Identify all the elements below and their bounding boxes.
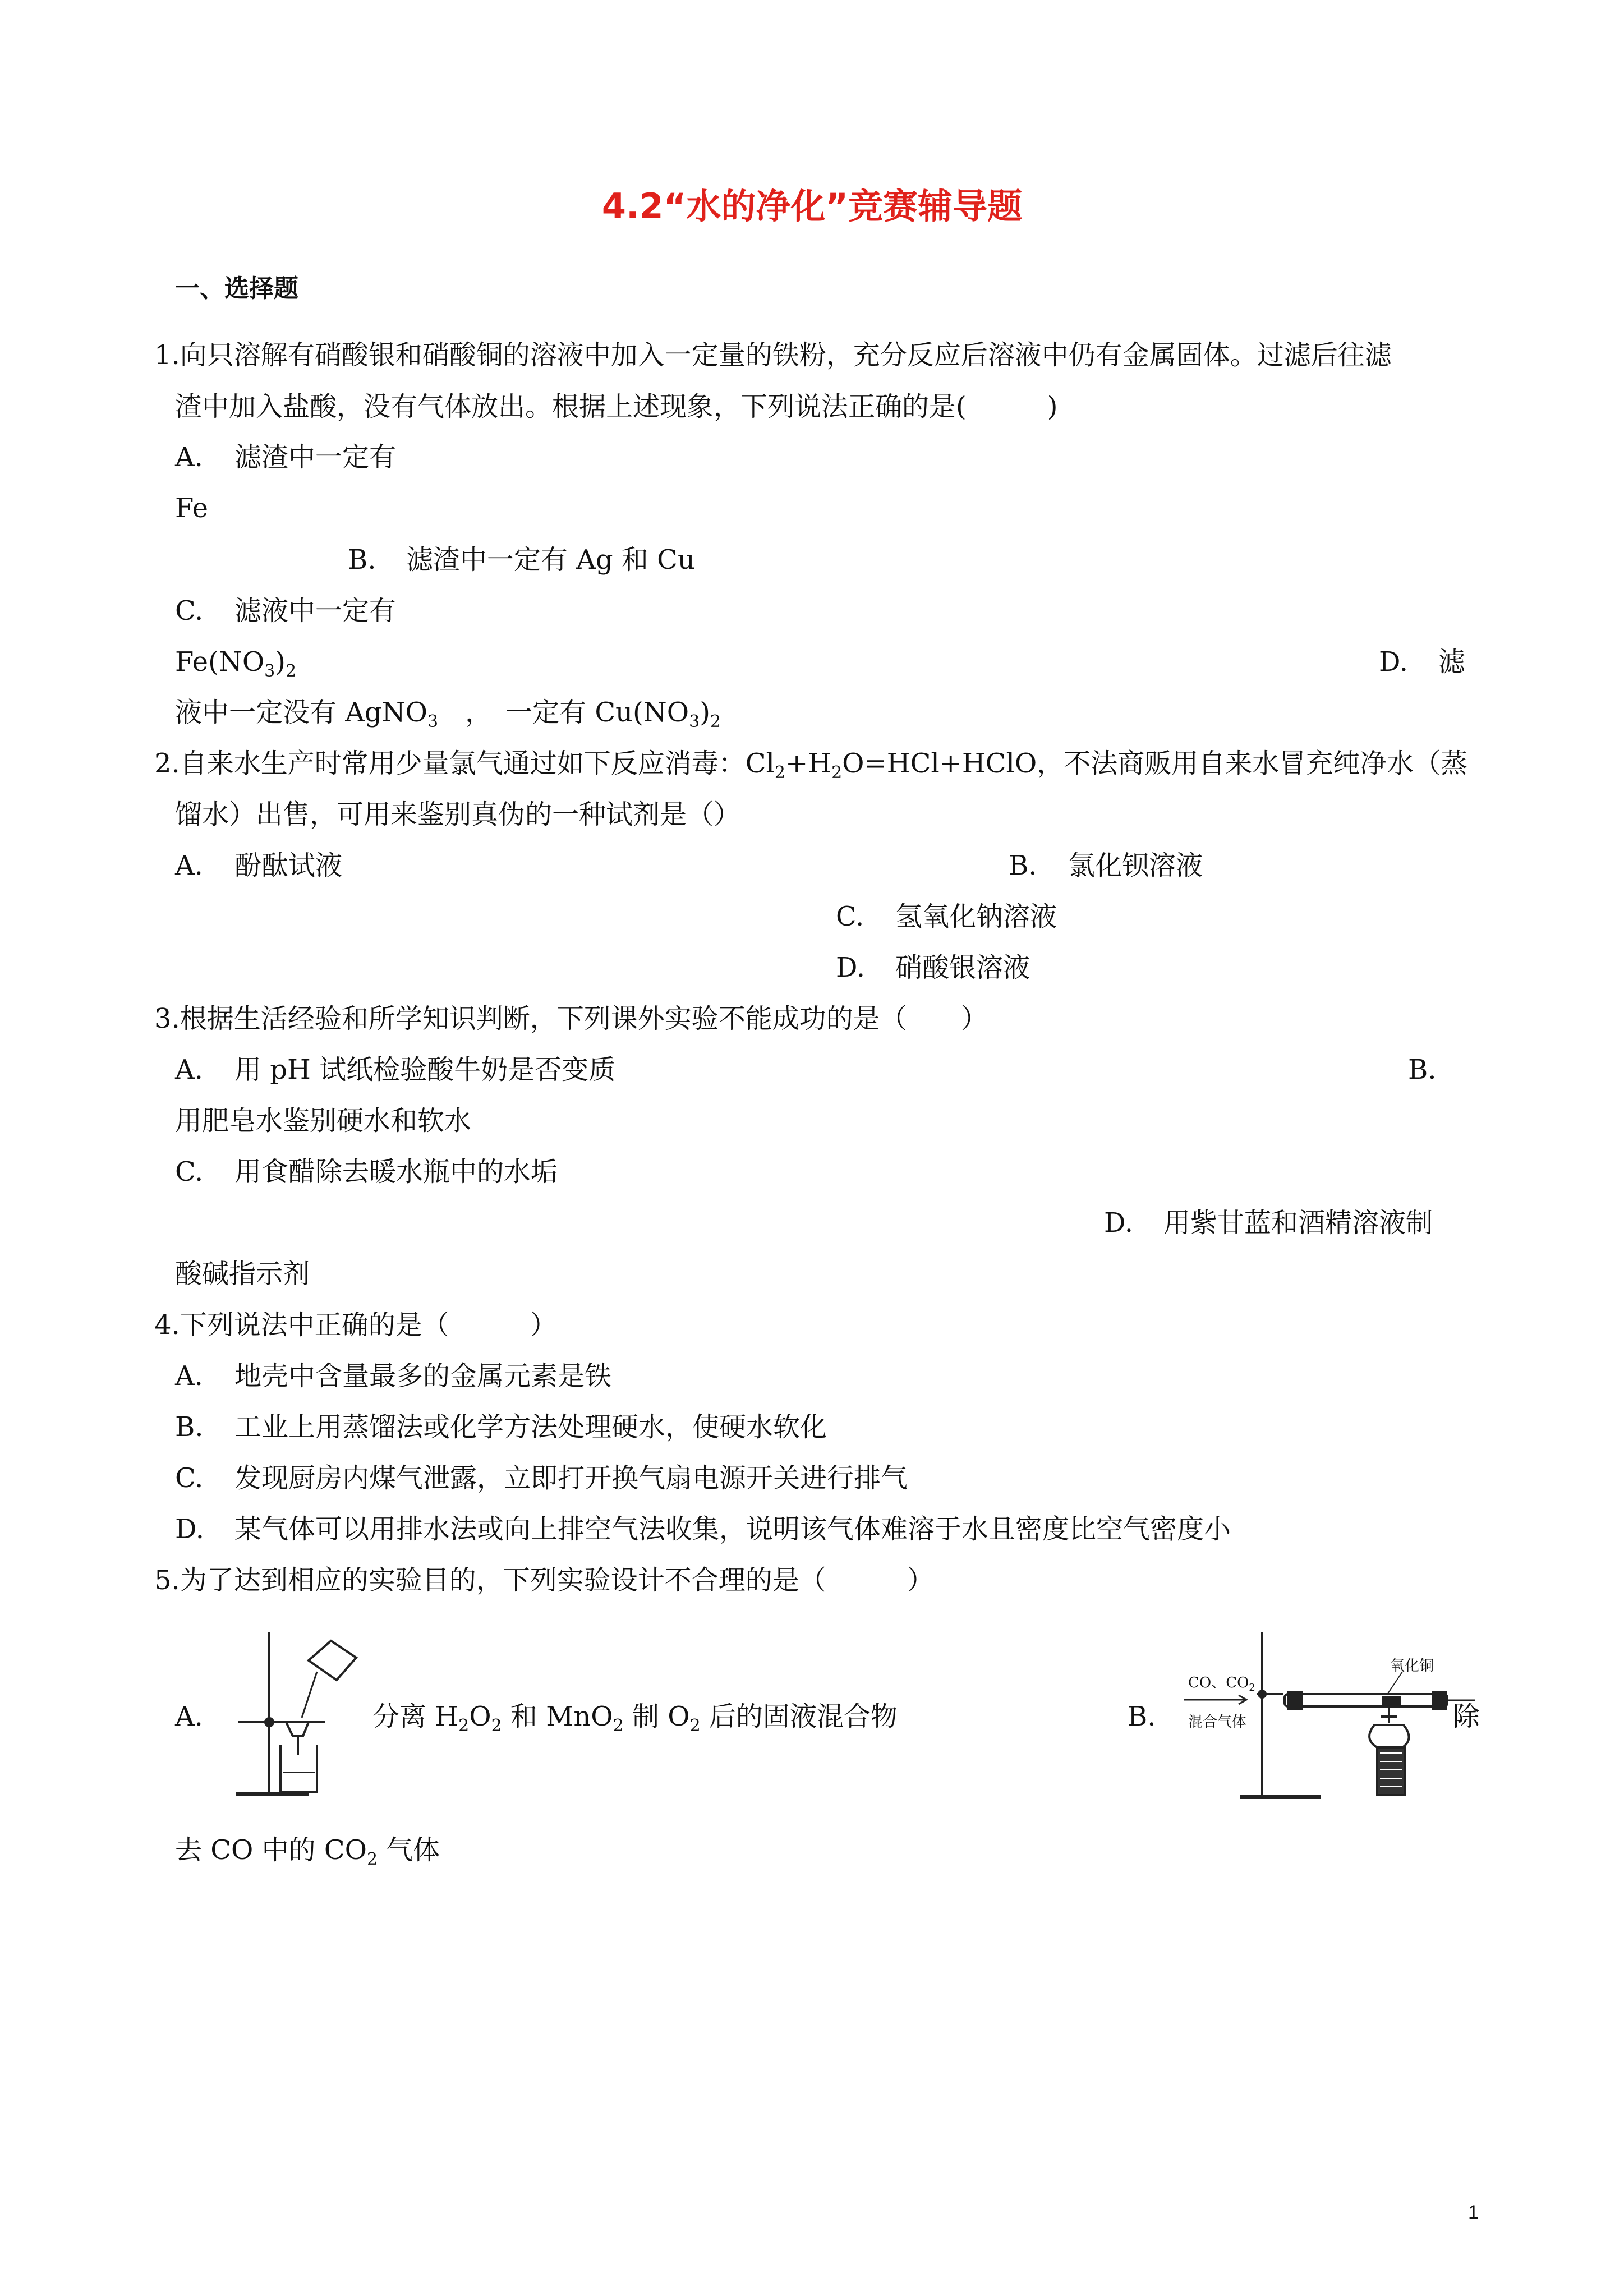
q3-option-d-text-cont: 酸碱指示剂 (175, 1258, 310, 1290)
q5-option-b-text-cont: 去 CO 中的 $CO_2$ 气体 (175, 1834, 440, 1869)
q1-option-b-label: B. (348, 544, 376, 576)
q1-stem-line1: 1.向只溶解有硝酸银和硝酸铜的溶液中加入一定量的铁粉，充分反应后溶液中仍有金属固体。过滤后往滤 (154, 339, 1392, 371)
q4-option-c-label: C. (175, 1462, 204, 1494)
q4-option-b-label: B. (175, 1411, 204, 1443)
q5-option-a-label: A. (175, 1701, 203, 1732)
fig-b-gas-label-2: 混合气体 (1188, 1714, 1247, 1731)
page-number: 1 (1468, 2202, 1479, 2223)
q5-option-a-text: 分离 $H_2O_2$ 和 MnO$_2$ 制 $O_2$ 后的固液混合物 (372, 1701, 898, 1736)
q4-option-d-text: 某气体可以用排水法或向上排空气法收集，说明该气体难溶于水且密度比空气密度小 (234, 1513, 1231, 1545)
q1-option-c-formula: $Fe(NO_3)_2$ (175, 646, 297, 681)
q3-stem: 3.根据生活经验和所学知识判断，下列课外实验不能成功的是（ ） (154, 1003, 988, 1034)
q3-option-b-label: B. (1408, 1054, 1437, 1085)
q1-option-c-label: C. (175, 595, 204, 627)
q3-option-b-text: 用肥皂水鉴别硬水和软水 (175, 1105, 472, 1137)
q2-option-a-label: A. (175, 850, 203, 881)
gas-purification-apparatus-figure (1184, 1627, 1481, 1806)
q1-option-d-label: D. (1379, 646, 1409, 678)
section-heading: 一、选择题 (175, 274, 298, 303)
q1-stem-line2: 渣中加入盐酸，没有气体放出。根据上述现象，下列说法正确的是( ) (175, 391, 1058, 422)
q2-option-b-label: B. (1009, 850, 1037, 881)
q3-option-c-text: 用食醋除去暖水瓶中的水垢 (234, 1156, 558, 1188)
q3-option-c-label: C. (175, 1156, 204, 1188)
q1-option-b-text: 滤渣中一定有 Ag 和 Cu (406, 544, 695, 576)
q2-option-c-text: 氢氧化钠溶液 (895, 901, 1057, 932)
q4-stem: 4.下列说法中正确的是（ ） (154, 1309, 557, 1341)
q1-option-c-text: 滤液中一定有 (234, 595, 397, 627)
page-title: 4.2“水的净化”竞赛辅导题 (601, 186, 1023, 227)
q4-option-a-label: A. (175, 1360, 203, 1392)
q1-option-d-text-cont: 液中一定没有 AgNO$_3$ ， 一定有 $Cu(NO_3)_2$ (175, 697, 721, 731)
q2-option-a-text: 酚酞试液 (234, 850, 343, 881)
q1-option-a-label: A. (175, 441, 203, 473)
q2-option-c-label: C. (836, 901, 864, 932)
q3-option-d-text: 用紫甘蓝和酒精溶液制 (1163, 1207, 1433, 1239)
q2-option-d-label: D. (836, 952, 866, 983)
q5-option-b-text: 除 (1453, 1701, 1480, 1732)
q2-stem-line2: 馏水）出售，可用来鉴别真伪的一种试剂是（） (175, 799, 741, 830)
q3-option-a-label: A. (175, 1054, 203, 1085)
q4-option-a-text: 地壳中含量最多的金属元素是铁 (234, 1360, 612, 1392)
q5-stem: 5.为了达到相应的实验目的，下列实验设计不合理的是（ ） (154, 1565, 934, 1596)
q1-option-a-text-cont: Fe (175, 493, 209, 524)
q3-option-d-label: D. (1104, 1207, 1134, 1239)
q2-option-d-text: 硝酸银溶液 (895, 952, 1030, 983)
q4-option-d-label: D. (175, 1513, 205, 1545)
q5-option-b-label: B. (1128, 1701, 1156, 1732)
q1-option-a-text: 滤渣中一定有 (234, 441, 397, 473)
q4-option-b-text: 工业上用蒸馏法或化学方法处理硬水，使硬水软化 (234, 1411, 827, 1443)
q3-option-a-text: 用 pH 试纸检验酸牛奶是否变质 (234, 1054, 616, 1085)
q2-option-b-text: 氯化钡溶液 (1068, 850, 1203, 881)
fig-b-cuo-label: 氧化铜 (1390, 1658, 1434, 1674)
filtration-apparatus-figure (224, 1627, 370, 1806)
q2-stem-line1: 2.自来水生产时常用少量氯气通过如下反应消毒：$Cl_2+H_2O=HCl+HClO$，不法商贩用自来水冒充纯净水（蒸 (154, 748, 1468, 783)
q4-option-c-text: 发现厨房内煤气泄露，立即打开换气扇电源开关进行排气 (234, 1462, 908, 1494)
fig-b-gas-label: CO、$CO_2$ (1188, 1674, 1255, 1694)
q1-option-d-text: 滤 (1438, 646, 1466, 678)
